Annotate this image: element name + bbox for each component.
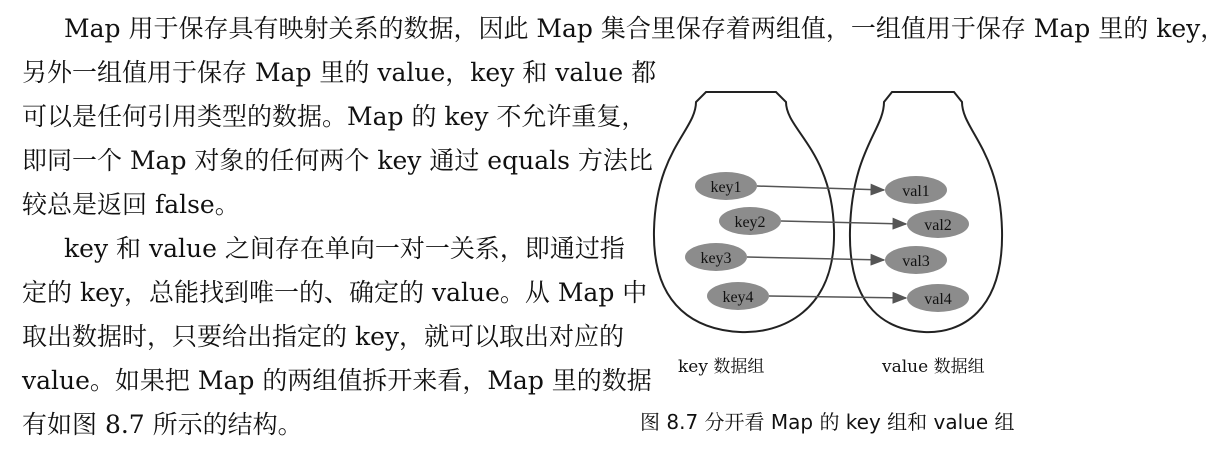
paragraph-1-line-4: 即同一个 Map 对象的任何两个 key 通过 equals 方法比	[22, 146, 653, 175]
mapping-arrow	[769, 296, 906, 298]
mapping-arrow	[747, 257, 884, 260]
paragraph-1-line-2: 另外一组值用于保存 Map 里的 value，key 和 value 都	[22, 58, 657, 87]
key-3-label: key3	[700, 250, 732, 267]
paragraph-1-line-5: 较总是返回 false。	[22, 190, 240, 219]
paragraph-1-line-1: Map 用于保存具有映射关系的数据，因此 Map 集合里保存着两组值，一组值用于保存 Map 里的 key，	[64, 14, 1225, 43]
key-2-label: key2	[734, 214, 766, 231]
value-3-label: val3	[902, 253, 930, 270]
paragraph-2-line-3: 取出数据时，只要给出指定的 key，就可以取出对应的	[22, 322, 625, 351]
mapping-arrow	[757, 186, 884, 190]
value-group-label: value 数据组	[882, 357, 985, 377]
key-1-label: key1	[710, 179, 742, 196]
value-4-label: val4	[924, 291, 952, 308]
paragraph-2-line-2: 定的 key，总能找到唯一的、确定的 value。从 Map 中	[22, 278, 648, 307]
paragraph-2-line-1: key 和 value 之间存在单向一对一关系，即通过指	[64, 234, 625, 263]
map-diagram	[620, 80, 1060, 380]
figure-caption: 图 8.7 分开看 Map 的 key 组和 value 组	[640, 410, 1015, 434]
value-ovals	[885, 176, 969, 312]
key-4-label: key4	[722, 289, 754, 306]
value-2-label: val2	[924, 217, 952, 234]
mapping-arrow	[781, 221, 906, 224]
value-1-label: val1	[902, 183, 930, 200]
map-structure-figure	[620, 80, 1060, 380]
paragraph-2-line-4: value。如果把 Map 的两组值拆开来看，Map 里的数据	[22, 366, 652, 395]
key-group-label: key 数据组	[678, 357, 765, 377]
paragraph-1-line-3: 可以是任何引用类型的数据。Map 的 key 不允许重复，	[22, 102, 647, 131]
key-ovals	[685, 172, 781, 310]
paragraph-2-line-5: 有如图 8.7 所示的结构。	[22, 410, 303, 439]
